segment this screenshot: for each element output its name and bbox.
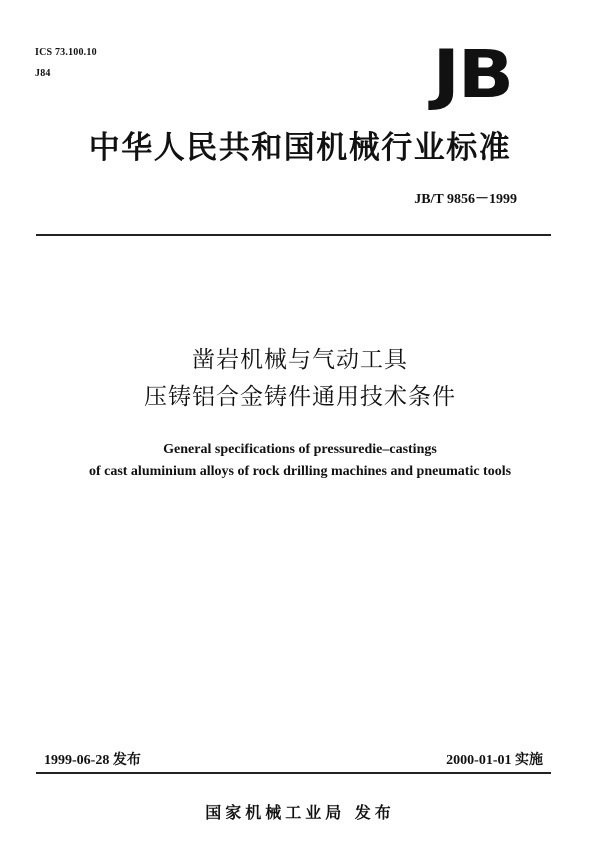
classification-code: J84 [35, 68, 51, 79]
jb-logo: JB [432, 36, 512, 113]
publisher: 国家机械工业局 发布 [205, 803, 395, 822]
chinese-title-line-1: 凿岩机械与气动工具 [192, 347, 408, 373]
english-title-line-2: of cast aluminium alloys of rock drilling machines and pneumatic tools [88, 464, 512, 479]
english-title-line-1: General specifications of pressuredie–castings [163, 442, 437, 457]
standard-number: JB/T 9856－1999 [414, 192, 517, 207]
top-divider [36, 234, 551, 236]
issue-date: 1999-06-28 发布 [44, 753, 141, 768]
organization-title: 中华人民共和国机械行业标准 [88, 130, 512, 166]
ics-code: ICS 73.100.10 [35, 47, 97, 58]
bottom-divider [36, 772, 551, 774]
chinese-title-line-2: 压铸铝合金铸件通用技术条件 [144, 384, 456, 410]
implementation-date: 2000-01-01 实施 [446, 753, 543, 768]
